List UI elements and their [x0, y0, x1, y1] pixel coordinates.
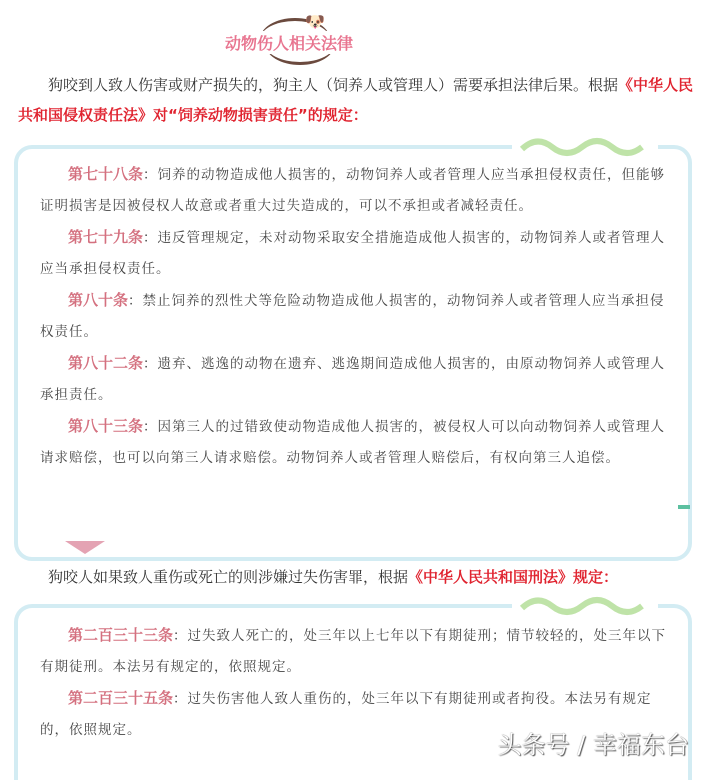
article: [18, 411, 688, 474]
article: [18, 348, 688, 411]
tort-law-articles-box: [14, 145, 692, 561]
article-text: ：禁止饲养的烈性犬等危险动物造成他人损害的，动物饲养人或者管理人应当承担侵权责任。: [40, 293, 665, 340]
article: [18, 159, 688, 222]
criminal-paragraph: [18, 562, 698, 592]
side-marker: [678, 505, 690, 509]
article-text: ：过失伤害他人致人重伤的，处三年以下有期徒刑或者拘役。本法另有规定的，依照规定。: [40, 691, 652, 738]
article-text: ：违反管理规定，未对动物采取安全措施造成他人损害的，动物饲养人或者管理人应当承担侵权责任。: [40, 230, 666, 277]
dog-icon: 🐶: [305, 12, 325, 31]
article-number: 第二百三十五条: [68, 689, 174, 707]
article-number: 第八十条: [68, 291, 129, 309]
article-number: 第七十八条: [68, 165, 144, 183]
article: [18, 222, 688, 285]
criminal-law-reference: 《中华人民共和国刑法》规定：: [408, 568, 619, 586]
article-text: ：因第三人的过错致使动物造成他人损害的，被侵权人可以向动物饲养人或管理人请求赔偿，也可以向第三人请求赔偿。动物饲养人或者管理人赔偿后，有权向第三人追偿。: [40, 419, 666, 466]
wave-decoration: [512, 594, 658, 616]
tort-law-reference: 《中华人民共和国侵权责任法》对“饲养动物损害责任”的规定：: [18, 76, 694, 124]
article: [18, 620, 688, 683]
article-text: ：遗弃、逃逸的动物在遗弃、逃逸期间造成他人损害的，由原动物饲养人或管理人承担责任。: [40, 356, 666, 403]
intro-paragraph: [18, 70, 698, 130]
para2-text: 狗咬人如果致人重伤或死亡的则涉嫌过失伤害罪，根据: [48, 568, 409, 586]
triangle-decoration: [65, 541, 105, 554]
watermark: 头条号 / 幸福东台: [497, 731, 689, 759]
article-number: 第七十九条: [68, 228, 144, 246]
section-title: [205, 12, 375, 62]
article-text: ：过失致人死亡的，处三年以上七年以下有期徒刑；情节较轻的，处三年以下有期徒刑。本法另有规定的，依照规定。: [40, 628, 667, 675]
wave-decoration: [512, 135, 658, 157]
article: [18, 285, 688, 348]
intro-text: 狗咬到人致人伤害或财产损失的，狗主人（饲养人或管理人）需要承担法律后果。根据: [48, 76, 619, 94]
article-number: 第二百三十三条: [68, 626, 174, 644]
article-text: ：饲养的动物造成他人损害的，动物饲养人或者管理人应当承担侵权责任，但能够证明损害是因被侵权人故意或者重大过失造成的，可以不承担或者减轻责任。: [40, 167, 666, 214]
title-text: 动物伤人相关法律: [223, 31, 355, 54]
article-number: 第八十二条: [68, 354, 144, 372]
article-number: 第八十三条: [68, 417, 144, 435]
